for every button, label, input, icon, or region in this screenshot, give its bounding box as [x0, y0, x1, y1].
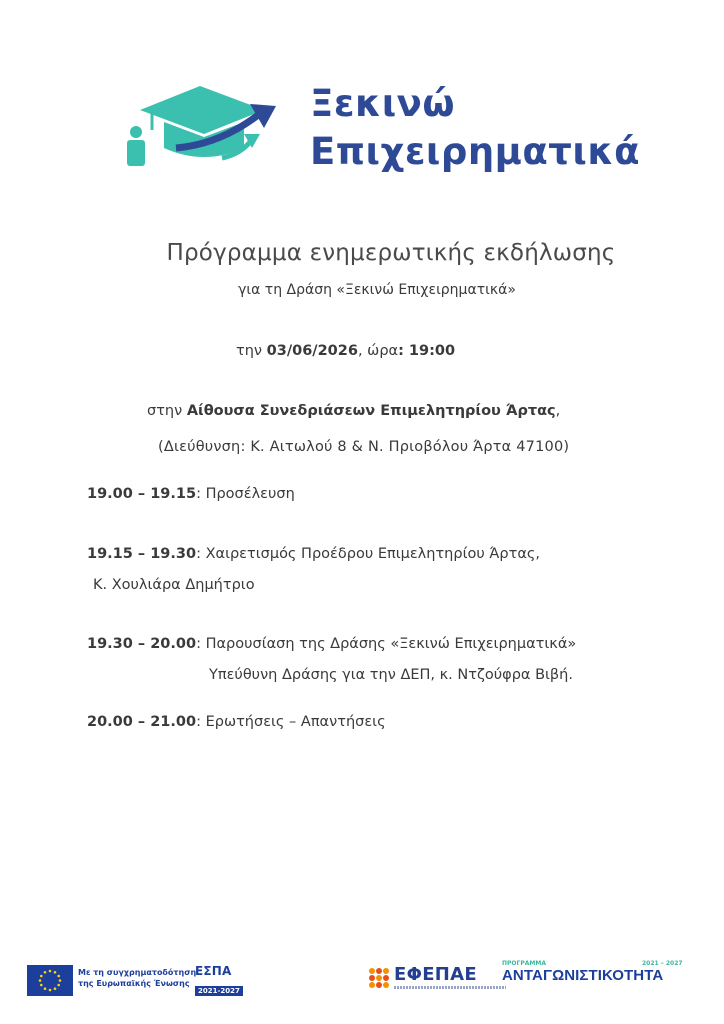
venue-prefix: στην: [147, 403, 187, 419]
efepae-dots-icon: [368, 967, 390, 989]
schedule-time: 19.00 – 19.15: [87, 486, 197, 502]
venue-suffix: ,: [555, 403, 561, 419]
event-time: : 19:00: [398, 343, 456, 359]
schedule-item: [87, 546, 540, 562]
event-venue: Αίθουσα Συνεδριάσεων Επιμελητηρίου Άρτας: [186, 403, 556, 419]
event-date-line: [236, 343, 455, 359]
schedule-time: 20.00 – 21.00: [87, 714, 197, 730]
eu-text-line2: της Ευρωπαϊκής Ένωσης: [78, 979, 190, 988]
programme-name: ΑΝΤΑΓΩΝΙΣΤΙΚΟΤΗΤΑ: [502, 967, 664, 984]
espa-years: 2021-2027: [195, 986, 243, 996]
page-subtitle: για τη Δράση «Ξεκινώ Επιχειρηματικά»: [238, 282, 516, 298]
logo-wordmark-line2: Επιχειρηματικά: [310, 130, 641, 173]
schedule-item: [87, 486, 295, 502]
time-prefix: , ώρα: [357, 343, 399, 359]
programme-label: ΠΡΟΓΡΑΜΜΑ: [502, 960, 546, 967]
eu-cofunding-text: [78, 967, 196, 989]
event-date: 03/06/2026: [266, 343, 358, 359]
espa-logo: [195, 964, 243, 997]
schedule-time: 19.15 – 19.30: [87, 546, 197, 562]
efepae-subline: [394, 986, 506, 989]
schedule-continuation: Κ. Χουλιάρα Δημήτριο: [93, 577, 255, 593]
schedule-text: : Ερωτήσεις – Απαντήσεις: [196, 714, 386, 730]
espa-name: ΕΣΠΑ: [195, 964, 232, 978]
event-venue-line: [147, 403, 560, 419]
date-prefix: την: [236, 343, 267, 359]
footer-logos: [0, 950, 724, 1010]
schedule-text: : Χαιρετισμός Προέδρου Επιμελητηρίου Άρτας,: [196, 546, 540, 562]
eu-text-line1: Με τη συγχρηματοδότηση: [78, 968, 197, 977]
schedule-item: [87, 636, 576, 652]
schedule-time: 19.30 – 20.00: [87, 636, 197, 652]
efepae-name: ΕΦΕΠΑΕ: [394, 964, 477, 985]
programme-years: 2021 – 2027: [642, 960, 683, 967]
logo-wordmark-line1: Ξεκινώ: [310, 82, 456, 125]
page-title: Πρόγραμμα ενημερωτικής εκδήλωσης: [166, 240, 616, 266]
schedule-text: : Παρουσίαση της Δράσης «Ξεκινώ Επιχειρηματικά»: [196, 636, 577, 652]
event-address: (Διεύθυνση: Κ. Αιτωλού 8 & Ν. Πριοβόλου Άρτα 47100): [158, 439, 570, 455]
eu-flag-icon: [27, 965, 73, 996]
schedule-item: [87, 714, 386, 730]
schedule-continuation: Υπεύθυνη Δράσης για την ΔΕΠ, κ. Ντζούφρα Βιβή.: [209, 667, 573, 683]
schedule-text: : Προσέλευση: [196, 486, 295, 502]
graduation-cap-arrow-icon: [122, 82, 282, 174]
